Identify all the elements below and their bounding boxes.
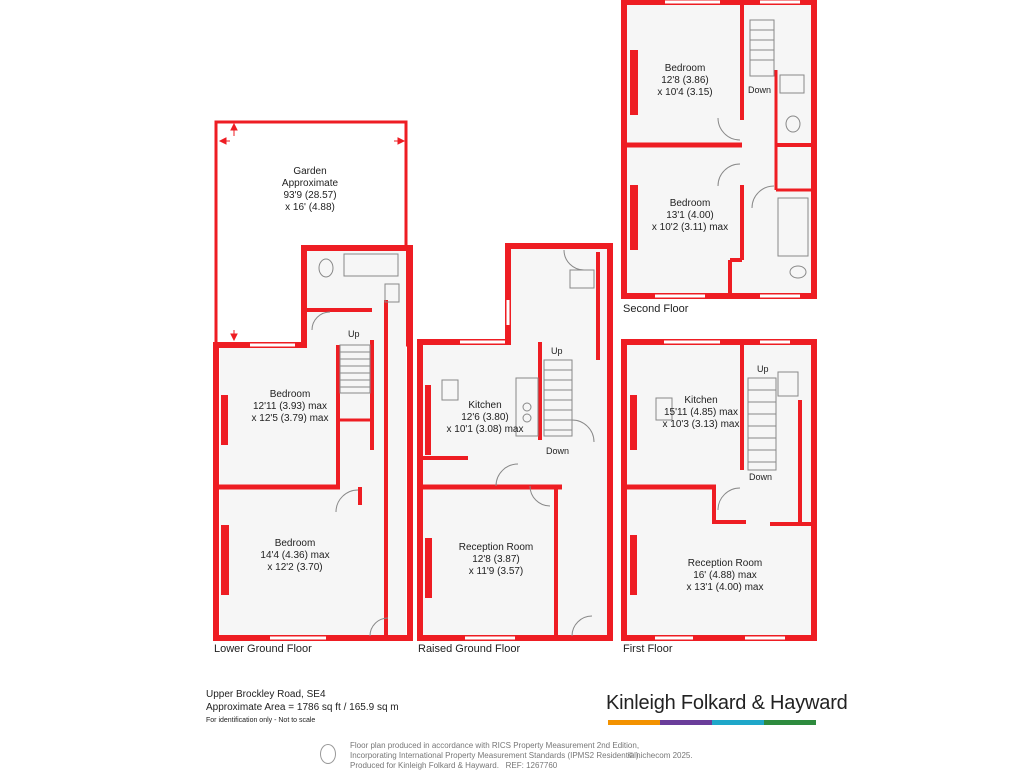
first-kitchen-label: Kitchen 15'11 (4.85) max x 10'3 (3.13) max bbox=[662, 395, 740, 430]
floor-label-second: Second Floor bbox=[623, 303, 689, 315]
second-floor-fill bbox=[626, 4, 812, 294]
floor-label-raised: Raised Ground Floor bbox=[418, 643, 521, 655]
raised-reception-label: Reception Room 12'8 (3.87) x 11'9 (3.57) bbox=[458, 542, 534, 577]
raised-stairs-down-label: Down bbox=[546, 446, 570, 456]
floor-label-first: First Floor bbox=[623, 643, 673, 655]
property-info bbox=[206, 688, 399, 727]
brand-bar-orange bbox=[608, 720, 660, 725]
brand-bar-green bbox=[764, 720, 816, 725]
raised-ground-floor-plan bbox=[420, 246, 610, 638]
raised-rear-fill bbox=[510, 246, 607, 346]
floor-label-lower: Lower Ground Floor bbox=[214, 643, 312, 655]
identification-note: For identification only - Not to scale bbox=[206, 717, 316, 724]
garden-label: Garden Approximate 93'9 (28.57) x 16' (4.88) bbox=[281, 166, 339, 213]
second-stairs-down-label: Down bbox=[748, 85, 772, 95]
figure-icon bbox=[320, 744, 336, 764]
brand-color-bar bbox=[608, 720, 816, 725]
reference-number: REF: 1267760 bbox=[505, 761, 558, 770]
first-stairs-up-label: Up bbox=[757, 364, 769, 374]
disclaimer: Floor plan produced in accordance with RICS Property Measurement 2nd Edition, Incorporating International Property Measurement Standards (IPMS2 Residential). Produced for Kinleigh Folkard & Hayward. REF: 1267760 bbox=[350, 741, 641, 770]
lower-bedroom-2-label: Bedroom 14'4 (4.36) max x 12'2 (3.70) bbox=[260, 538, 330, 573]
second-floor-plan bbox=[624, 2, 814, 296]
first-reception-label: Reception Room 16' (4.88) max x 13'1 (4.00) max bbox=[686, 558, 764, 593]
second-bedroom-2-label: Bedroom 13'1 (4.00) x 10'2 (3.11) max bbox=[651, 198, 729, 233]
brand-bar-blue bbox=[712, 720, 764, 725]
approximate-area: Approximate Area = 1786 sq ft / 165.9 sq m bbox=[206, 702, 399, 713]
lower-stairs-up-label: Up bbox=[348, 329, 360, 339]
copyright: © nichecom 2025. bbox=[628, 751, 693, 760]
second-bedroom-1-label: Bedroom 12'8 (3.86) x 10'4 (3.15) bbox=[657, 63, 713, 98]
raised-kitchen-label: Kitchen 12'6 (3.80) x 10'1 (3.08) max bbox=[446, 400, 524, 435]
raised-floor-fill bbox=[421, 344, 607, 636]
brand-name: Kinleigh Folkard & Hayward bbox=[606, 692, 848, 714]
address: Upper Brockley Road, SE4 bbox=[206, 689, 326, 700]
first-stairs-down-label: Down bbox=[749, 472, 773, 482]
brand-bar-purple bbox=[660, 720, 712, 725]
lower-bedroom-1-label: Bedroom 12'11 (3.93) max x 12'5 (3.79) max bbox=[251, 389, 329, 424]
raised-stairs-up-label: Up bbox=[551, 346, 563, 356]
